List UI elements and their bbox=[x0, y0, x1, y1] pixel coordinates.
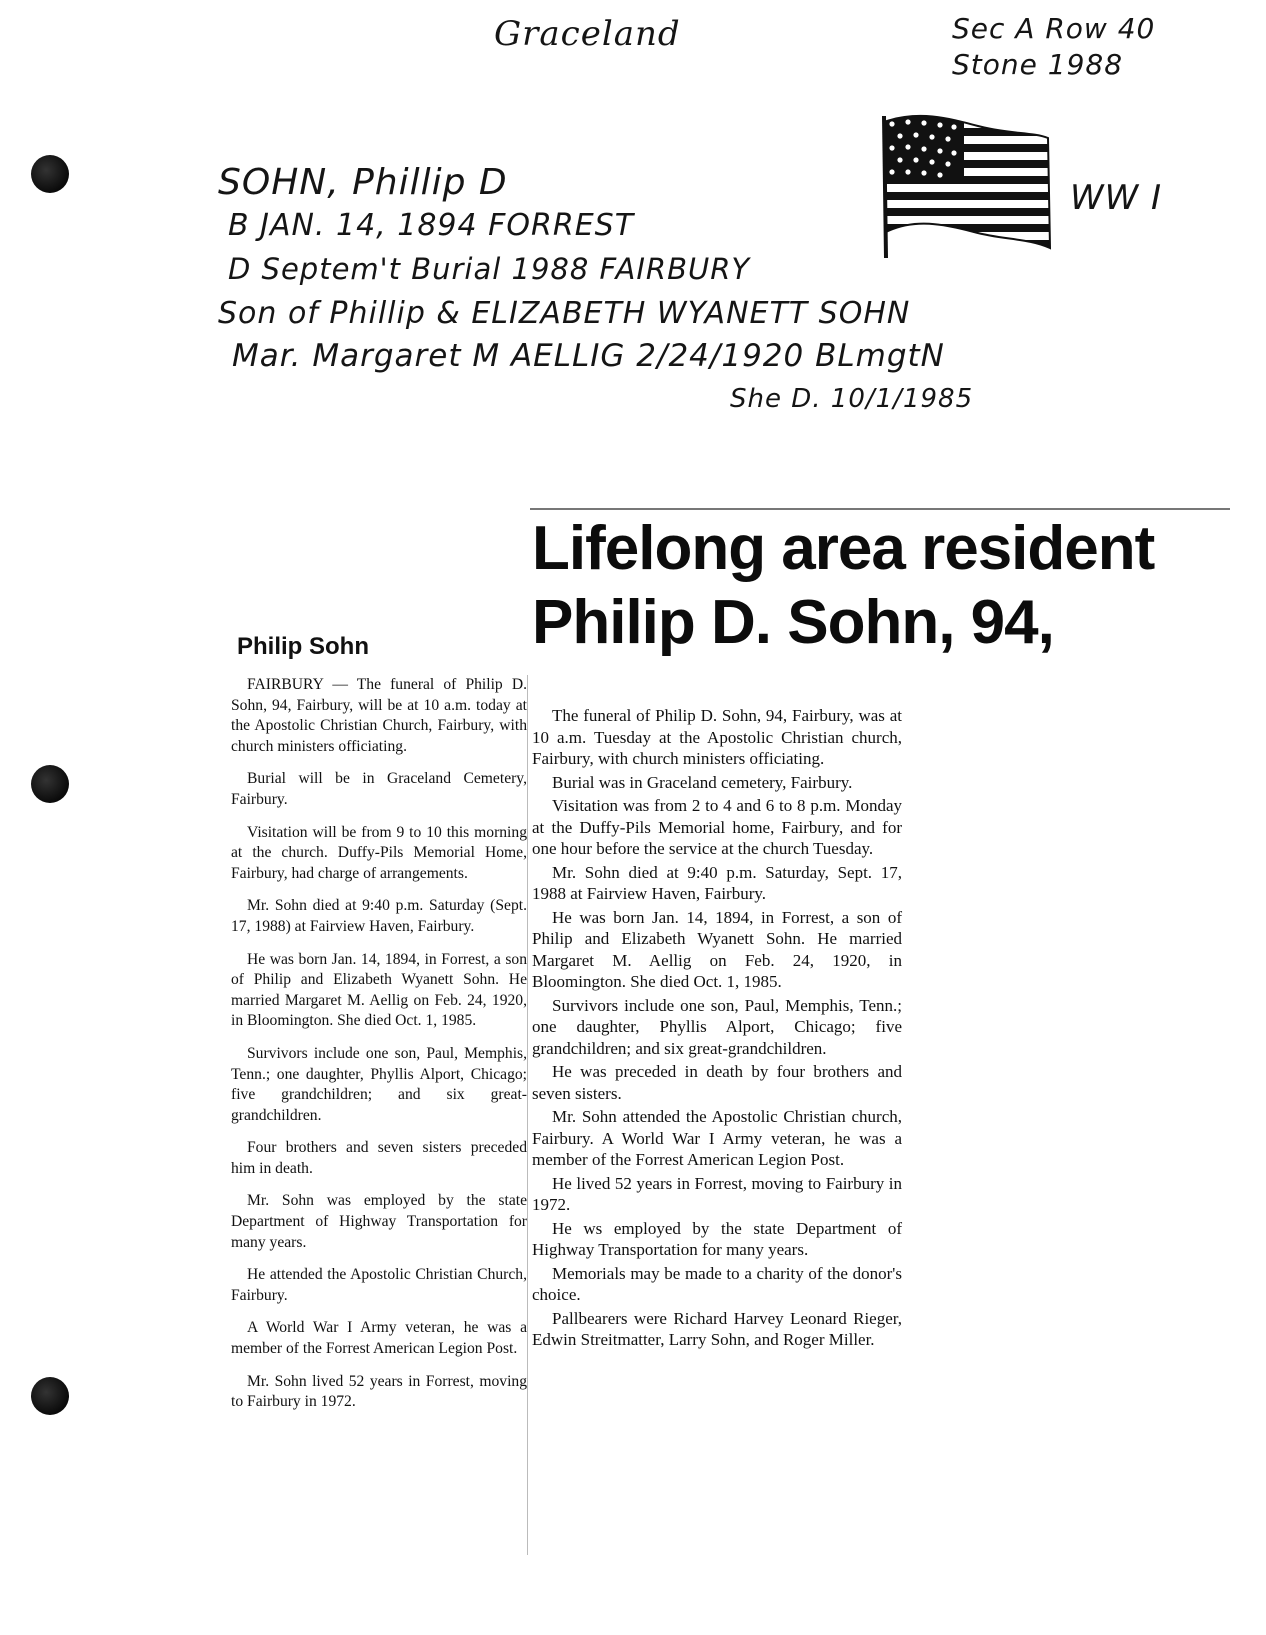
handwritten-death: D Septem't Burial 1988 FAIRBURY bbox=[228, 252, 751, 286]
obit-paragraph: He attended the Apostolic Christian Church, Fairbury. bbox=[231, 1266, 527, 1304]
obit-paragraph: Survivors include one son, Paul, Memphis, Tenn.; one daughter, Phyllis Alport, Chicago; five grandchildren; and six great-grandchildren. bbox=[532, 995, 902, 1058]
obituary-clipping-short bbox=[225, 625, 533, 1525]
handwritten-stone: Stone 1988 bbox=[952, 48, 1124, 81]
obit-paragraph: Memorials may be made to a charity of the donor's choice. bbox=[532, 1263, 902, 1304]
handwritten-cemetery: Graceland bbox=[494, 14, 681, 54]
obit-paragraph: FAIRBURY — The funeral of Philip D. Sohn, 94, Fairbury, will be at 10 a.m. today at the Apostolic Christian Church, Fairbury, with church ministers officiating. bbox=[231, 676, 527, 755]
us-flag-icon bbox=[878, 108, 1058, 258]
binder-hole bbox=[31, 155, 69, 193]
obit-paragraph: He ws employed by the state Department of Highway Transportation for many years. bbox=[532, 1218, 902, 1259]
headline-line-1: Lifelong area resident bbox=[532, 514, 1155, 583]
obit-paragraph: Burial was in Graceland cemetery, Fairbury. bbox=[552, 772, 853, 792]
handwritten-war: WW I bbox=[1070, 178, 1163, 218]
clipping-title: Philip Sohn bbox=[237, 633, 369, 660]
obit-paragraph: Mr. Sohn died at 9:40 p.m. Saturday (Sept. 17, 1988) at Fairview Haven, Fairbury. bbox=[231, 897, 527, 935]
binder-hole bbox=[31, 1377, 69, 1415]
obituary-headline bbox=[532, 512, 1252, 660]
obit-paragraph: Mr. Sohn was employed by the state Department of Highway Transportation for many years. bbox=[231, 1192, 527, 1251]
obit-paragraph: Four brothers and seven sisters preceded him in death. bbox=[231, 1139, 527, 1177]
obit-paragraph: Mr. Sohn died at 9:40 p.m. Saturday, Sept. 17, 1988 at Fairview Haven, Fairbury. bbox=[532, 862, 902, 903]
obit-paragraph: Mr. Sohn attended the Apostolic Christian church, Fairbury. A World War I Army veteran, he was a member of the Forrest American Legion Post. bbox=[532, 1107, 902, 1169]
obit-paragraph: A World War I Army veteran, he was a member of the Forrest American Legion Post. bbox=[231, 1319, 527, 1358]
handwritten-marriage: Mar. Margaret M AELLIG 2/24/1920 BLmgtN bbox=[232, 338, 945, 374]
obit-paragraph: Survivors include one son, Paul, Memphis, Tenn.; one daughter, Phyllis Alport, Chicago; five grandchildren; and six great-grandchildren. bbox=[231, 1044, 527, 1124]
handwritten-parents: Son of Phillip & ELIZABETH WYANETT SOHN bbox=[218, 296, 911, 331]
clipping-edge bbox=[530, 508, 1230, 510]
handwritten-name: SOHN, Phillip D bbox=[218, 162, 508, 203]
obit-paragraph: He was preceded in death by four brothers and seven sisters. bbox=[532, 1062, 902, 1103]
obit-paragraph: Visitation will be from 9 to 10 this morning at the church. Duffy-Pils Memorial Home, Fairbury, had charge of arrangements. bbox=[231, 823, 527, 882]
handwritten-birth: B JAN. 14, 1894 FORREST bbox=[228, 208, 635, 243]
handwritten-spouse-death: She D. 10/1/1985 bbox=[730, 384, 974, 414]
clipping-divider bbox=[527, 675, 528, 1555]
binder-hole bbox=[31, 765, 69, 803]
obit-paragraph: Mr. Sohn lived 52 years in Forrest, moving to Fairbury in 1972. bbox=[231, 1372, 527, 1411]
obit-paragraph: He was born Jan. 14, 1894, in Forrest, a son of Philip and Elizabeth Wyanett Sohn. He married Margaret M. Aellig on Feb. 24, 1920, in Bloomington. She died Oct. 1, 1985. bbox=[532, 907, 902, 991]
obit-paragraph: Visitation was from 2 to 4 and 6 to 8 p.m. Monday at the Duffy-Pils Memorial home, Fairbury, and for one hour before the service at the church Tuesday. bbox=[532, 796, 902, 858]
handwritten-plot: Sec A Row 40 bbox=[952, 12, 1156, 45]
headline-line-2: Philip D. Sohn, 94, bbox=[532, 588, 1054, 657]
obituary-clipping-long bbox=[532, 705, 902, 1565]
obit-paragraph: The funeral of Philip D. Sohn, 94, Fairbury, was at 10 a.m. Tuesday at the Apostolic Christian church, Fairbury, with church ministers officiating. bbox=[532, 706, 902, 768]
obit-paragraph: He lived 52 years in Forrest, moving to Fairbury in 1972. bbox=[532, 1173, 902, 1214]
obit-paragraph: He was born Jan. 14, 1894, in Forrest, a son of Philip and Elizabeth Wyanett Sohn. He married Margaret M. Aellig on Feb. 24, 1920, in Bloomington. She died Oct. 1, 1985. bbox=[231, 950, 527, 1030]
obit-paragraph: Pallbearers were Richard Harvey Leonard Rieger, Edwin Streitmatter, Larry Sohn, and Roger Miller. bbox=[532, 1308, 902, 1349]
obit-paragraph: Burial will be in Graceland Cemetery, Fairbury. bbox=[231, 770, 527, 808]
